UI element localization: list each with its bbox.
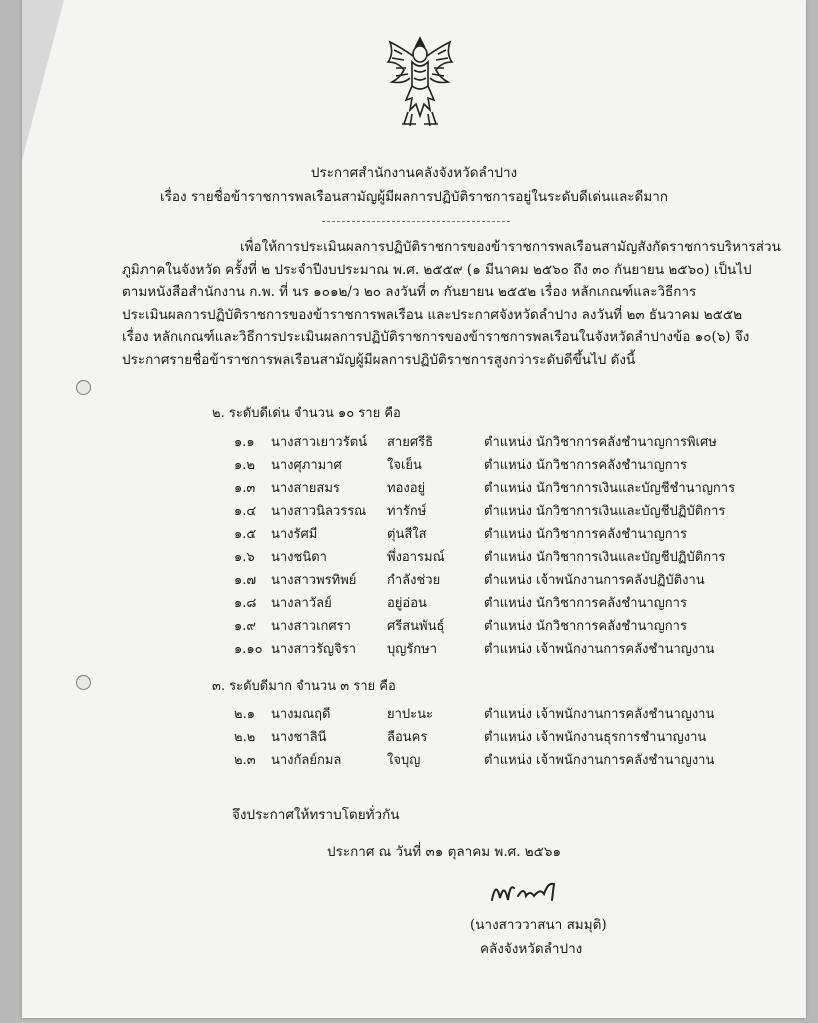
item-name: นางมณฤดี — [271, 707, 331, 722]
document-title: ประกาศสำนักงานคลังจังหวัดลำปาง — [310, 165, 518, 181]
item-position: ตำแหน่ง เจ้าพนักงานการคลังชำนาญงาน — [484, 642, 715, 657]
document-page — [22, 0, 806, 1018]
item-number: ๒.๓ — [234, 753, 256, 768]
item-number: ๑.๒ — [234, 458, 255, 473]
item-name: นางชาลินี — [271, 730, 327, 745]
item-surname: ทารักษ์ — [387, 504, 427, 519]
item-number: ๑.๔ — [234, 504, 257, 519]
punch-hole-top — [76, 380, 91, 395]
item-name: นางชนิดา — [271, 550, 327, 565]
item-number: ๑.๙ — [234, 619, 256, 634]
item-number: ๑.๘ — [234, 596, 257, 611]
item-number: ๑.๗ — [234, 573, 257, 588]
body-line: เพื่อให้การประเมินผลการปฏิบัติราชการของข้าราชการพลเรือนสามัญสังกัดราชการบริหารส่วน — [240, 239, 781, 255]
body-paragraph — [122, 236, 781, 371]
garuda-emblem-icon — [382, 34, 458, 130]
document-subject: เรื่อง รายชื่อข้าราชการพลเรือนสามัญผู้มีผลการปฏิบัติราชการอยู่ในระดับดีเด่นและดีมาก — [160, 189, 668, 205]
item-position: ตำแหน่ง นักวิชาการคลังชำนาญการ — [484, 619, 687, 634]
item-number: ๑.๖ — [234, 550, 255, 565]
item-name: นางรัศมี — [271, 527, 318, 542]
item-name: นางลาวัลย์ — [271, 596, 332, 611]
item-position: ตำแหน่ง นักวิชาการคลังชำนาญการ — [484, 458, 687, 473]
title-divider — [322, 221, 510, 222]
body-line: ภูมิภาคในจังหวัด ครั้งที่ ๒ ประจำปีงบประมาณ พ.ศ. ๒๕๕๙ (๑ มีนาคม ๒๕๖๐ ถึง ๓๐ กันยายน ๒๕๖๐) เป็นไป — [122, 261, 752, 278]
announcement-date: ประกาศ ณ วันที่ ๓๑ ตุลาคม พ.ศ. ๒๕๖๑ — [327, 844, 562, 860]
section-heading-very-good: ๓. ระดับดีมาก จำนวน ๓ ราย คือ — [212, 679, 396, 694]
announcement-closing: จึงประกาศให้ทราบโดยทั่วกัน — [232, 807, 400, 823]
item-surname: อยู่อ่อน — [387, 596, 427, 611]
item-name: นางศุภามาศ — [271, 458, 342, 473]
item-name: นางสาวนิลวรรณ — [271, 504, 367, 519]
item-position: ตำแหน่ง เจ้าพนักงานการคลังชำนาญงาน — [484, 753, 715, 768]
item-position: ตำแหน่ง เจ้าพนักงานการคลังปฏิบัติงาน — [484, 573, 705, 588]
item-position: ตำแหน่ง นักวิชาการคลังชำนาญการพิเศษ — [484, 435, 717, 450]
body-line: ประกาศรายชื่อข้าราชการพลเรือนสามัญผู้มีผลการปฏิบัติราชการสูงกว่าระดับดีขึ้นไป ดังนี้ — [122, 351, 636, 368]
item-name: นางสาวพรทิพย์ — [271, 573, 357, 588]
item-name: นางสาวรัญจิรา — [271, 642, 357, 657]
item-surname: กำลังช่วย — [387, 573, 441, 588]
signer-name: (นางสาววาสนา สมมุติ) — [470, 917, 607, 933]
item-position: ตำแหน่ง นักวิชาการเงินและบัญชีชำนาญการ — [484, 481, 736, 496]
item-surname: ลือนคร — [387, 730, 428, 745]
item-name: นางสาวเกศรา — [271, 619, 351, 634]
item-number: ๒.๒ — [234, 730, 256, 745]
item-name: นางสาวเยาวรัตน์ — [271, 435, 368, 450]
signer-title: คลังจังหวัดลำปาง — [480, 941, 583, 957]
item-position: ตำแหน่ง นักวิชาการคลังชำนาญการ — [484, 527, 687, 542]
item-number: ๑.๑ — [234, 435, 255, 450]
item-surname: ใจเย็น — [387, 458, 422, 473]
item-surname: พึ่งอารมณ์ — [387, 550, 445, 565]
item-surname: ใจบุญ — [387, 753, 421, 768]
item-surname: สายศรีธิ — [387, 435, 434, 450]
folded-corner — [22, 0, 64, 160]
item-position: ตำแหน่ง นักวิชาการเงินและบัญชีปฏิบัติการ — [484, 504, 726, 519]
item-surname: บุญรักษา — [387, 642, 438, 657]
item-position: ตำแหน่ง เจ้าพนักงานธุรการชำนาญงาน — [484, 730, 707, 745]
punch-hole-bottom — [76, 675, 91, 690]
item-number: ๒.๑ — [234, 707, 255, 722]
section-heading-excellent: ๒. ระดับดีเด่น จำนวน ๑๐ ราย คือ — [212, 406, 401, 421]
item-name: นางกัลย์กมล — [271, 753, 342, 768]
item-number: ๑.๓ — [234, 481, 256, 496]
body-line: ประเมินผลการปฏิบัติราชการของข้าราชการพลเรือน และประกาศจังหวัดลำปาง ลงวันที่ ๒๓ ธันวาคม ๒๕๕๒ — [122, 306, 742, 323]
item-number: ๑.๑๐ — [234, 642, 263, 657]
item-position: ตำแหน่ง นักวิชาการเงินและบัญชีปฏิบัติการ — [484, 550, 726, 565]
item-surname: ศรีสนพันธุ์ — [387, 619, 445, 634]
handwritten-signature — [484, 870, 584, 918]
body-line: เรื่อง หลักเกณฑ์และวิธีการประเมินผลการปฏิบัติราชการของข้าราชการพลเรือนในจังหวัดลำปางข้อ ๑๐(๖) จึง — [122, 329, 750, 345]
item-surname: ทองอยู่ — [387, 481, 426, 496]
item-surname: ตุ่นสีใส — [387, 527, 427, 542]
item-position: ตำแหน่ง เจ้าพนักงานการคลังชำนาญงาน — [484, 707, 715, 722]
body-line: ตามหนังสือสำนักงาน ก.พ. ที่ นร ๑๐๑๒/ว ๒๐ ลงวันที่ ๓ กันยายน ๒๕๕๒ เรื่อง หลักเกณฑ์และวิธีการ — [122, 284, 697, 300]
item-surname: ยาปะนะ — [387, 707, 434, 722]
item-number: ๑.๕ — [234, 527, 257, 542]
item-position: ตำแหน่ง นักวิชาการคลังชำนาญการ — [484, 596, 687, 611]
item-name: นางสายสมร — [271, 481, 340, 496]
